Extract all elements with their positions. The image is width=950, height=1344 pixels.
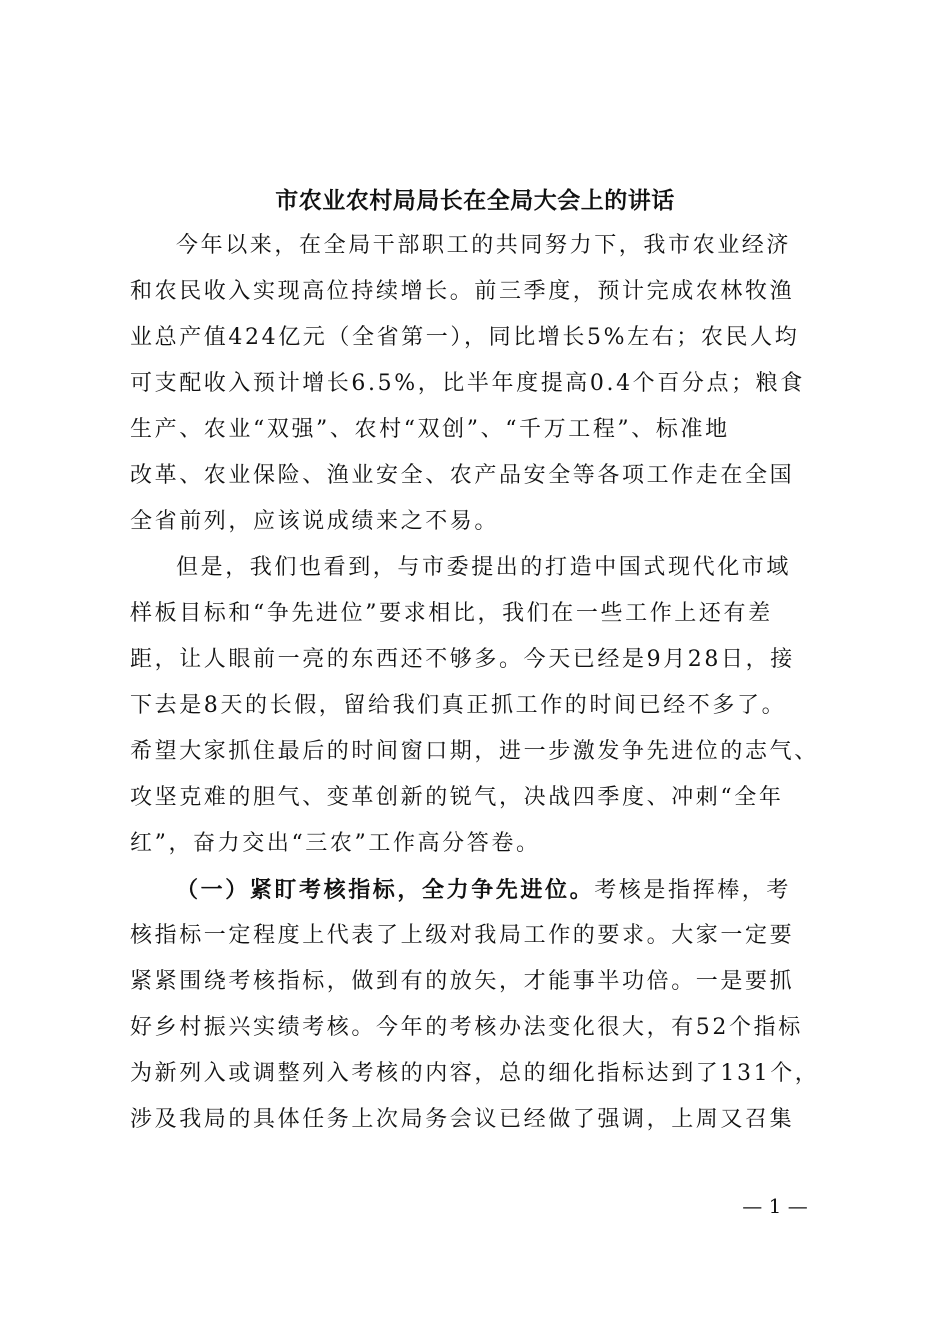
page-number: — 1 — [742, 1194, 808, 1218]
text-line: 改革、农业保险、渔业安全、农产品安全等各项工作走在全国 [130, 463, 795, 488]
document-title: 市农业农村局局长在全局大会上的讲话 [275, 187, 675, 214]
text-line: 和农民收入实现高位持续增长。前三季度，预计完成农林牧渔 [130, 279, 795, 304]
text-line [130, 870, 830, 916]
text-run: 考核是指挥棒，考 [594, 878, 792, 903]
text-line: 紧紧围绕考核指标，做到有的放矢，才能事半功倍。一是要抓 [130, 969, 795, 994]
paragraph-2 [130, 548, 830, 870]
text-line: 为新列入或调整列入考核的内容，总的细化指标达到了131个， [130, 1061, 820, 1086]
text-line: 生产、农业“双强”、农村“双创”、“千万工程”、标准地 [130, 417, 730, 442]
text-line: 攻坚克难的胆气、变革创新的锐气，决战四季度、冲刺“全年 [130, 785, 784, 810]
text-line: 但是，我们也看到，与市委提出的打造中国式现代化市域 [176, 555, 792, 580]
text-line: 核指标一定程度上代表了上级对我局工作的要求。大家一定要 [130, 923, 795, 948]
text-line: 今年以来，在全局干部职工的共同努力下，我市农业经济 [176, 233, 792, 258]
paragraph-1 [130, 226, 830, 548]
text-line: 业总产值424亿元（全省第一），同比增长5%左右；农民人均 [130, 325, 800, 350]
paragraph-3 [130, 870, 830, 1146]
text-line: 样板目标和“争先进位”要求相比，我们在一些工作上还有差 [130, 601, 773, 626]
text-line: 距，让人眼前一亮的东西还不够多。今天已经是9月28日，接 [130, 647, 795, 672]
text-line: 涉及我局的具体任务上次局务会议已经做了强调，上周又召集 [130, 1107, 795, 1132]
text-line: 全省前列，应该说成绩来之不易。 [130, 509, 500, 534]
text-line: 红”，奋力交出“三农”工作高分答卷。 [130, 831, 541, 856]
text-line: 下去是8天的长假，留给我们真正抓工作的时间已经不多了。 [130, 693, 787, 718]
text-line: 希望大家抓住最后的时间窗口期，进一步激发争先进位的志气、 [130, 739, 819, 764]
section-heading: （一）紧盯考核指标，全力争先进位。 [176, 877, 595, 903]
document-body [130, 226, 830, 1146]
text-line: 可支配收入预计增长6.5%，比半年度提高0.4个百分点；粮食 [130, 371, 805, 396]
text-line: 好乡村振兴实绩考核。今年的考核办法变化很大，有52个指标 [130, 1015, 803, 1040]
